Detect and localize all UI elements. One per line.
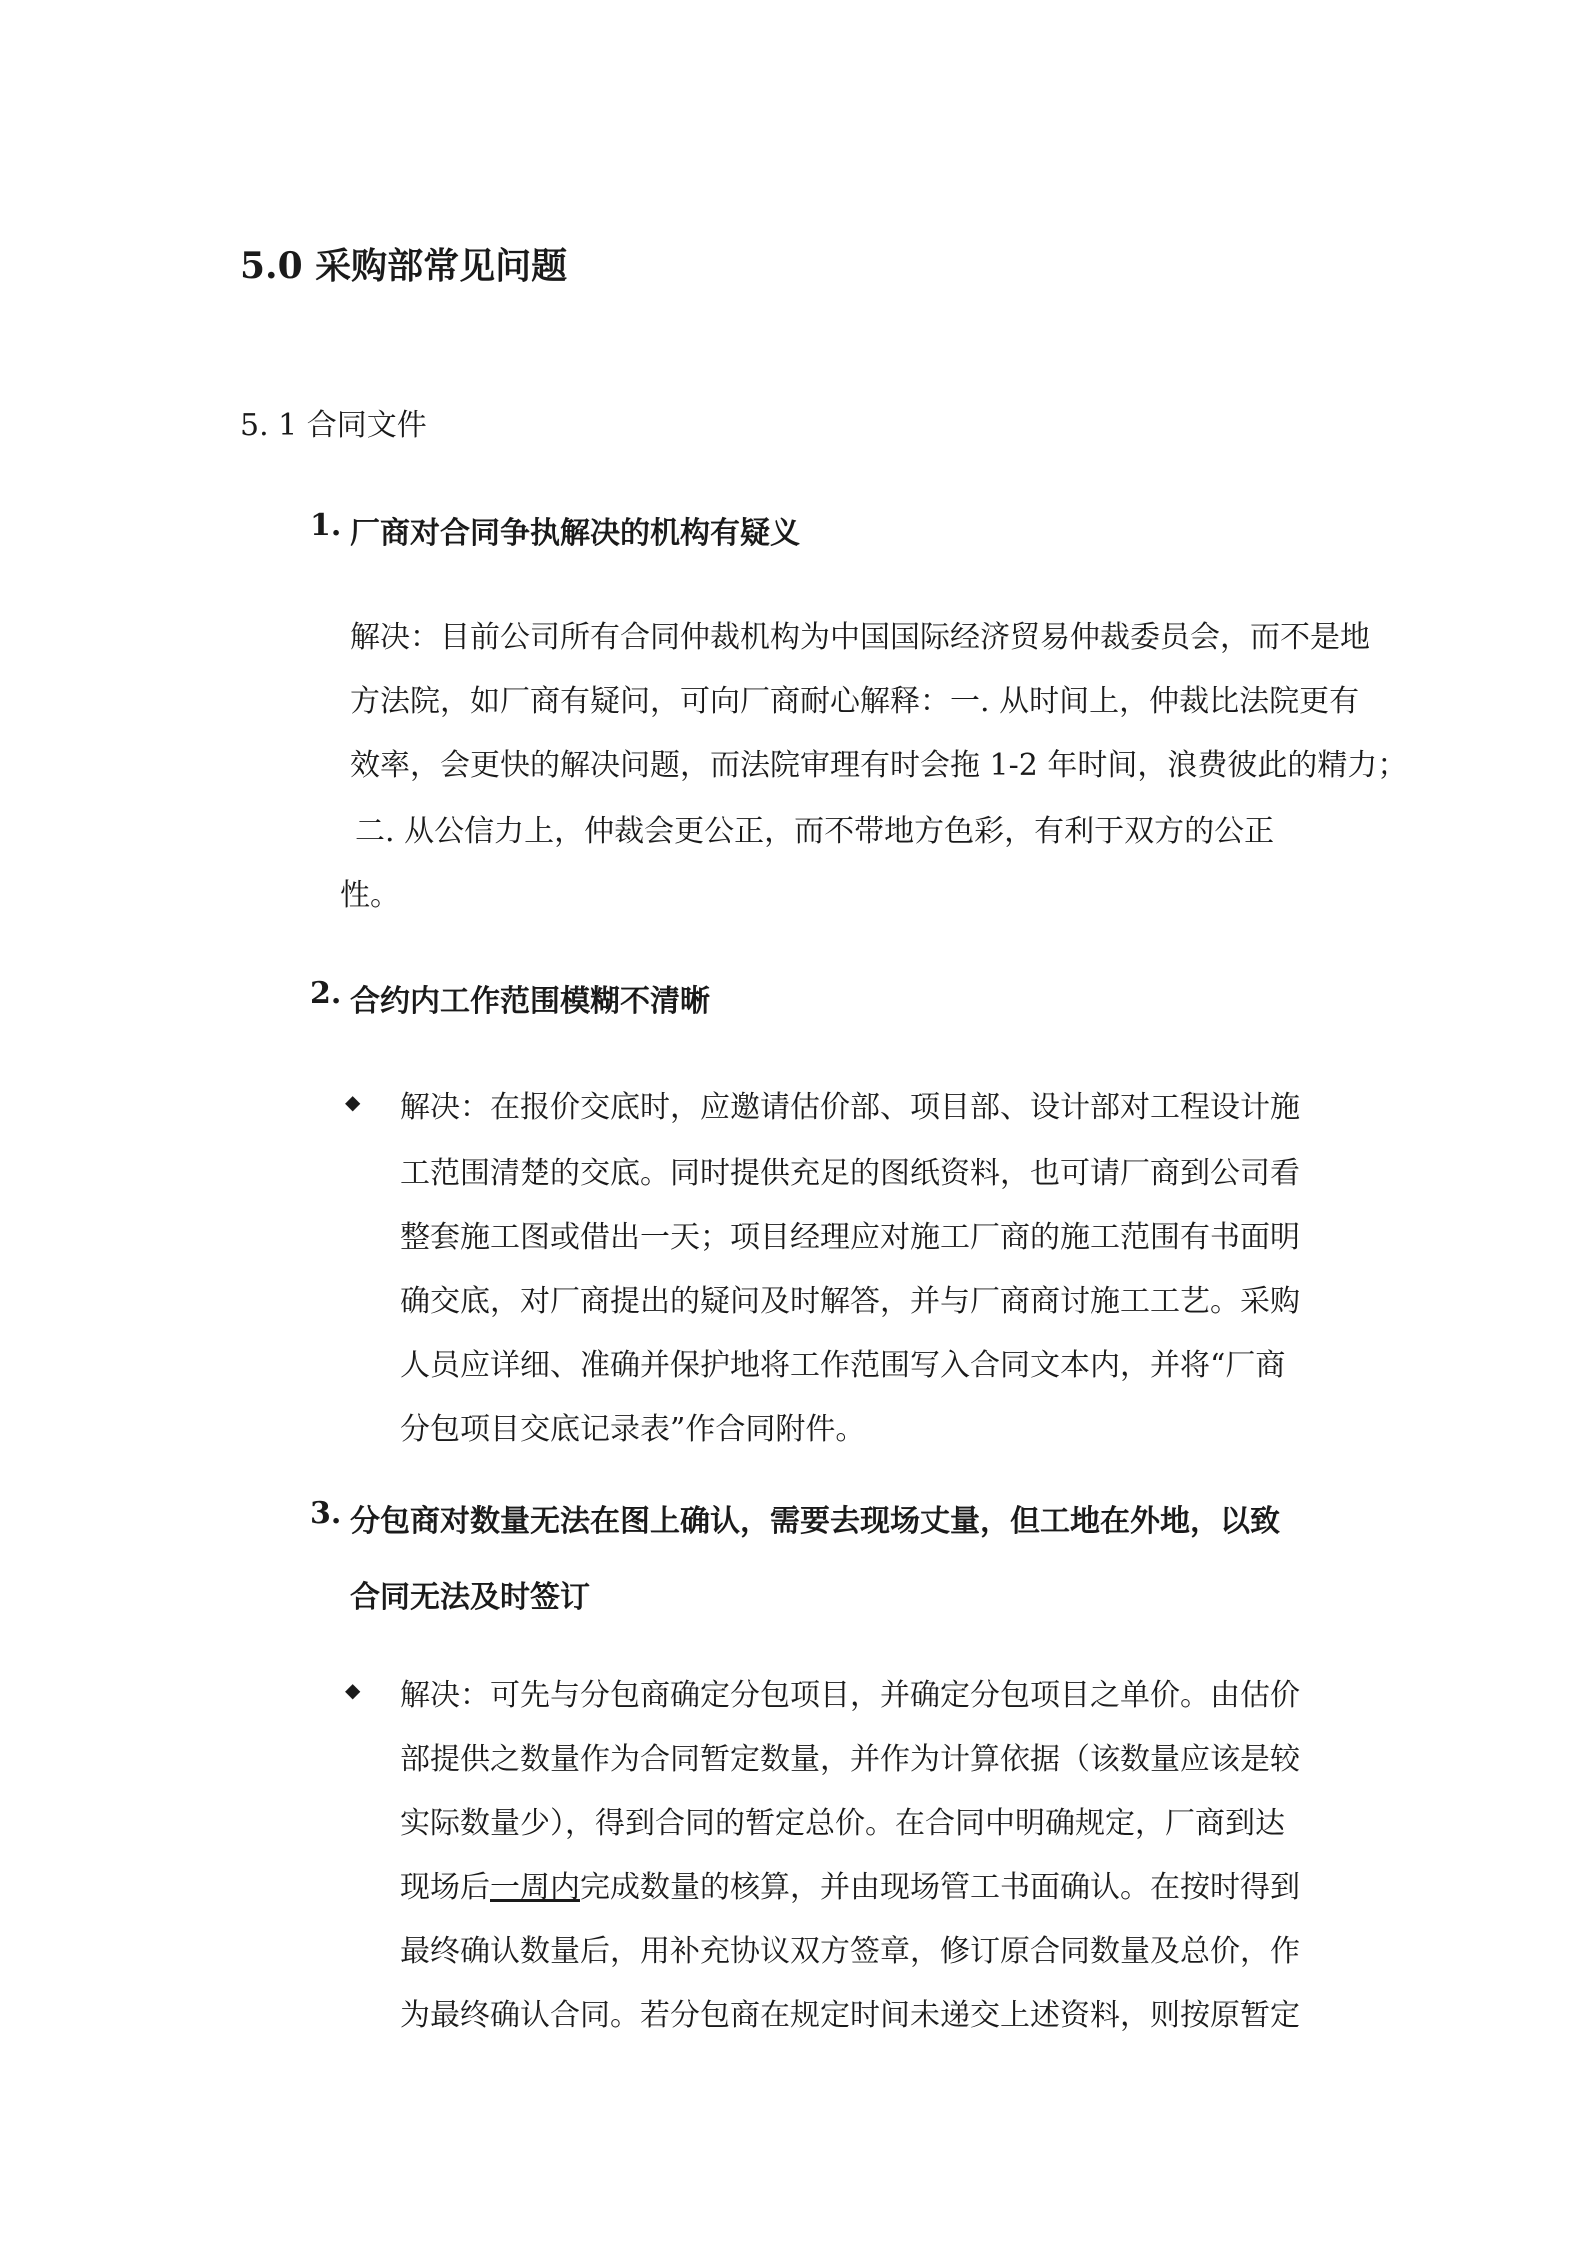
q3-answer-line-6: 为最终确认合同。若分包商在规定时间未递交上述资料，则按原暂定 [400,1998,1300,2033]
question-3-title-line-2: 合同无法及时签订 [350,1580,590,1615]
question-3-title-line-1: 分包商对数量无法在图上确认，需要去现场丈量，但工地在外地，以致 [350,1504,1280,1539]
q3-answer-line-5: 最终确认数量后，用补充协议双方签章，修订原合同数量及总价，作 [400,1934,1300,1969]
q2-answer-line-1: 解决：在报价交底时，应邀请估价部、项目部、设计部对工程设计施 [400,1090,1300,1125]
page-title: 5.0 采购部常见问题 [240,245,568,287]
q1-answer-line-1: 解决：目前公司所有合同仲裁机构为中国国际经济贸易仲裁委员会，而不是地 [350,620,1370,655]
q2-answer-line-3: 整套施工图或借出一天；项目经理应对施工厂商的施工范围有书面明 [400,1220,1300,1255]
question-1-title: 厂商对合同争执解决的机构有疑义 [350,516,800,551]
q1-answer-line-4: 二. 从公信力上，仲裁会更公正，而不带地方色彩，有利于双方的公正 [355,814,1275,849]
q3-answer-line-1: 解决：可先与分包商确定分包项目，并确定分包项目之单价。由估价 [400,1678,1300,1713]
question-1-number: 1. [310,508,342,543]
section-heading: 5. 1 合同文件 [240,408,427,443]
q3-answer-line-3: 实际数量少），得到合同的暂定总价。在合同中明确规定，厂商到达 [400,1806,1285,1841]
q1-answer-line-5: 性。 [340,878,400,913]
q3-answer-line-2: 部提供之数量作为合同暂定数量，并作为计算依据（该数量应该是较 [400,1742,1300,1777]
question-3-number: 3. [310,1496,342,1531]
q2-answer-line-6: 分包项目交底记录表”作合同附件。 [400,1412,866,1447]
q2-answer-line-2: 工范围清楚的交底。同时提供充足的图纸资料，也可请厂商到公司看 [400,1156,1300,1191]
q1-answer-line-3: 效率，会更快的解决问题，而法院审理有时会拖 1-2 年时间，浪费彼此的精力； [350,748,1408,783]
q2-answer-line-4: 确交底，对厂商提出的疑问及时解答，并与厂商商讨施工工艺。采购 [400,1284,1300,1319]
q1-answer-line-2: 方法院，如厂商有疑问，可向厂商耐心解释：一. 从时间上，仲裁比法院更有 [350,684,1360,719]
q3-bullet-icon: ◆ [345,1678,361,1702]
q3-line-4-pre: 现场后 [400,1870,490,1905]
q3-answer-line-4 [400,1862,1300,1906]
q2-answer-line-5: 人员应详细、准确并保护地将工作范围写入合同文本内，并将“厂商 [400,1348,1286,1383]
question-2-title: 合约内工作范围模糊不清晰 [350,984,710,1019]
q2-bullet-icon: ◆ [345,1090,361,1114]
q3-line-4-underlined: 一周内 [490,1870,580,1905]
question-2-number: 2. [310,976,342,1011]
q3-line-4-post: 完成数量的核算，并由现场管工书面确认。在按时得到 [580,1870,1300,1905]
